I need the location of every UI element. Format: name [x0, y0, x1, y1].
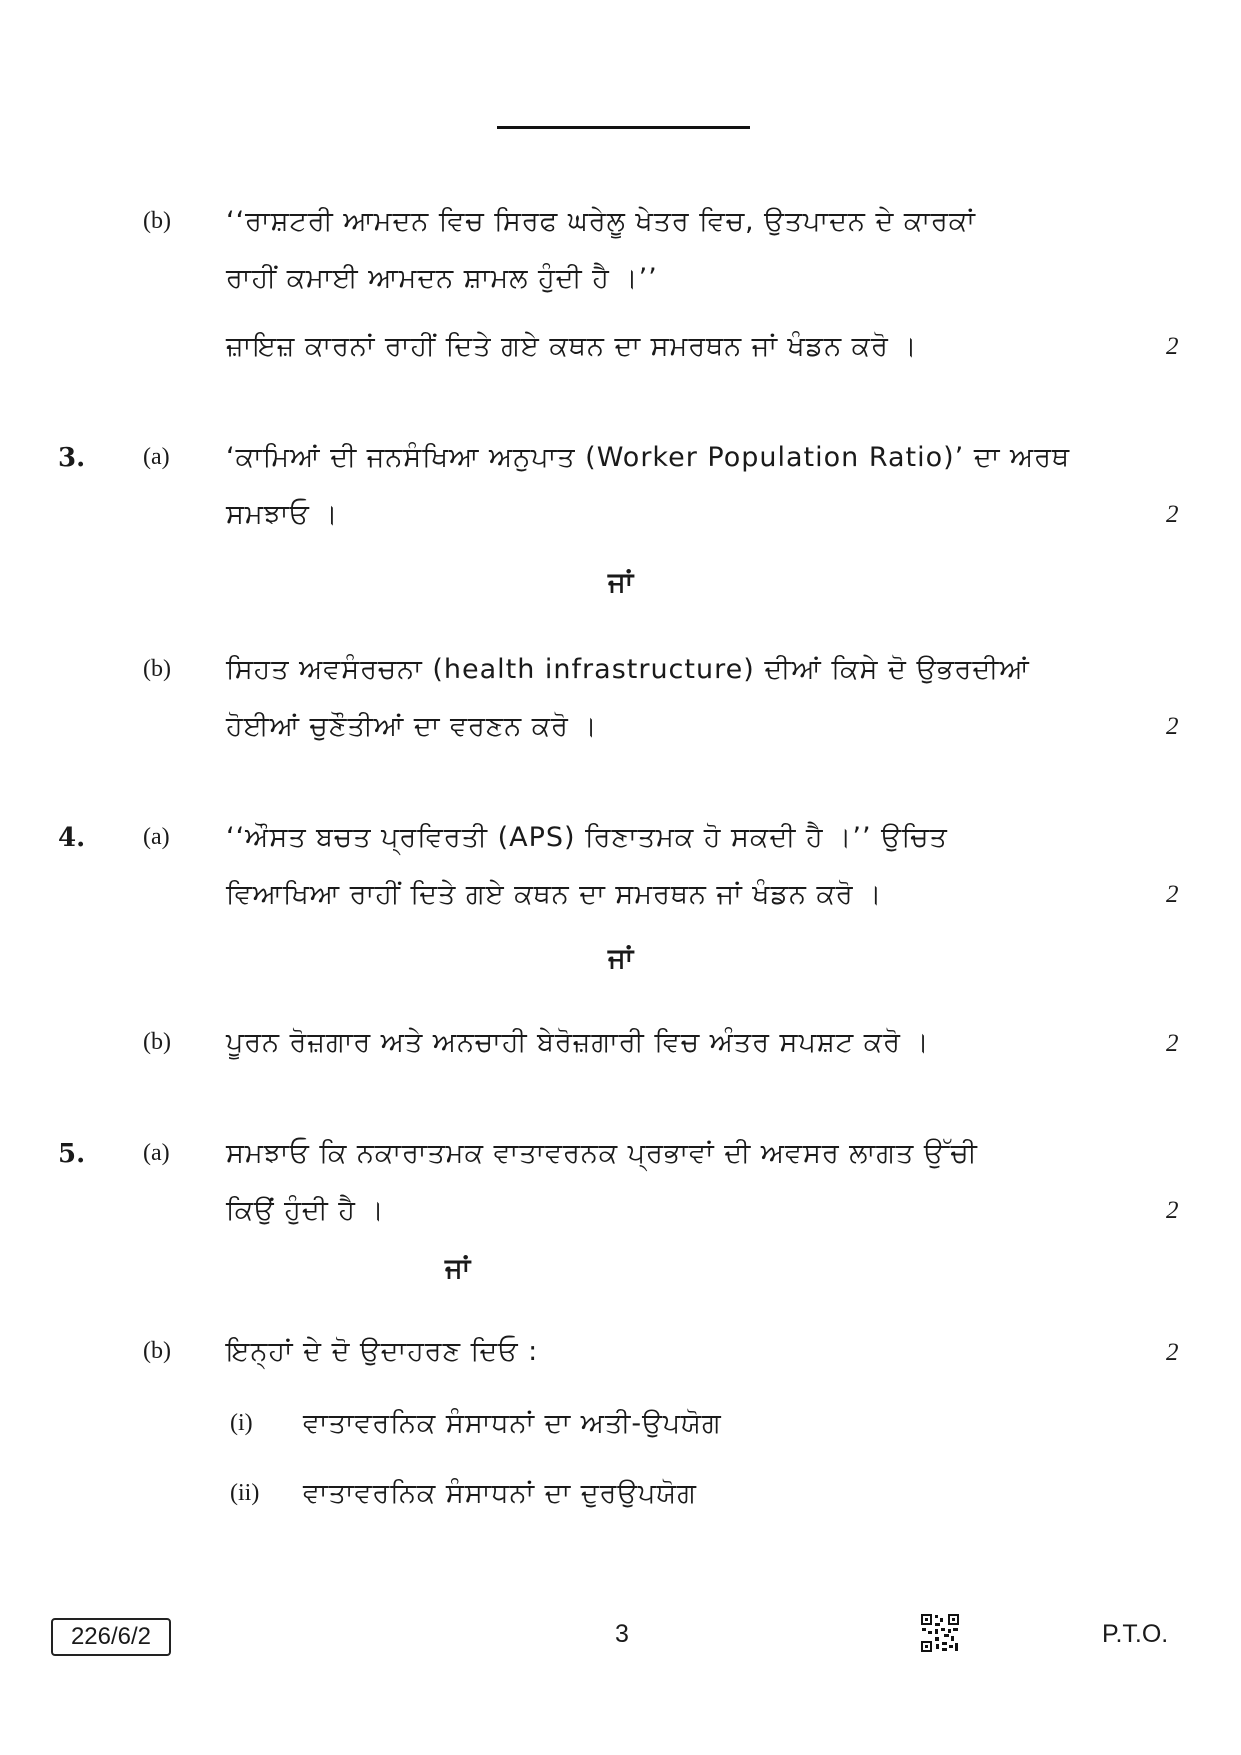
q4-number: 4.: [58, 823, 86, 853]
top-divider: [497, 126, 750, 129]
q5b-item-1-text: ਵਾਤਾਵਰਨਿਕ ਸੰਸਾਧਨਾਂ ਦਾ ਅਤੀ-ਉਪਯੋਗ: [303, 1408, 722, 1439]
qr-code-icon: [920, 1613, 960, 1653]
q4a-line-1: ‘‘ਔਸਤ ਬਚਤ ਪ੍ਰਵਿਰਤੀ (APS) ਰਿਣਾਤਮਕ ਹੋ ਸਕਦੀ ਹੈ ।’’ ਉਚਿਤ: [226, 822, 948, 853]
q2b-marks: 2: [1166, 333, 1179, 360]
q5a-line-2: ਕਿਉਂ ਹੁੰਦੀ ਹੈ ।: [226, 1195, 385, 1226]
q4b-line-1: ਪੂਰਨ ਰੋਜ਼ਗਾਰ ਅਤੇ ਅਨਚਾਹੀ ਬੇਰੋਜ਼ਗਾਰੀ ਵਿਚ ਅੰਤਰ ਸਪਸ਼ਟ ਕਰੋ ।: [226, 1027, 930, 1058]
q5b-item-2-text: ਵਾਤਾਵਰਨਿਕ ਸੰਸਾਧਨਾਂ ਦਾ ਦੁਰਉਪਯੋਗ: [303, 1478, 697, 1509]
q5b-item-2-number: (ii): [230, 1480, 260, 1506]
q3b-line-2: ਹੋਈਆਂ ਚੁਣੌਤੀਆਂ ਦਾ ਵਰਣਨ ਕਰੋ ।: [226, 711, 598, 742]
q2b-line-3: ਜ਼ਾਇਜ਼ ਕਾਰਨਾਂ ਰਾਹੀਂ ਦਿਤੇ ਗਏ ਕਥਨ ਦਾ ਸਮਰਥਨ ਜਾਂ ਖੰਡਨ ਕਰੋ ।: [226, 331, 918, 362]
q2b-line-2: ਰਾਹੀਂ ਕਮਾਈ ਆਮਦਨ ਸ਼ਾਮਲ ਹੁੰਦੀ ਹੈ ।’’: [226, 263, 658, 294]
q3a-line-2: ਸਮਝਾਓ ।: [226, 499, 339, 530]
q3b-part-label: (b): [143, 656, 171, 682]
q4a-marks: 2: [1166, 881, 1179, 908]
paper-code-box: 226/6/2: [51, 1618, 171, 1656]
q4b-part-label: (b): [143, 1029, 171, 1055]
q5a-line-1: ਸਮਝਾਓ ਕਿ ਨਕਾਰਾਤਮਕ ਵਾਤਾਵਰਨਕ ਪ੍ਰਭਾਵਾਂ ਦੀ ਅਵਸਰ ਲਾਗਤ ਉੱਚੀ: [226, 1138, 978, 1169]
q3a-part-label: (a): [143, 444, 170, 470]
q5b-marks: 2: [1166, 1339, 1179, 1366]
q5b-part-label: (b): [143, 1338, 171, 1364]
q2b-line-1: ‘‘ਰਾਸ਼ਟਰੀ ਆਮਦਨ ਵਿਚ ਸਿਰਫ ਘਰੇਲੂ ਖੇਤਰ ਵਿਚ, ਉਤਪਾਦਨ ਦੇ ਕਾਰਕਾਂ: [226, 206, 976, 237]
q5a-marks: 2: [1166, 1197, 1179, 1224]
please-turn-over: P.T.O.: [1102, 1620, 1169, 1648]
q4-or-label: ਜਾਂ: [608, 943, 634, 974]
q5b-line-1: ਇਨ੍ਹਾਂ ਦੇ ਦੋ ਉਦਾਹਰਣ ਦਿਓ :: [226, 1336, 539, 1367]
q4b-marks: 2: [1166, 1030, 1179, 1057]
q5b-item-1-number: (i): [230, 1410, 253, 1436]
q5a-part-label: (a): [143, 1140, 170, 1166]
page-number: 3: [615, 1620, 629, 1648]
q5-number: 5.: [58, 1139, 86, 1169]
q3b-line-1: ਸਿਹਤ ਅਵਸੰਰਚਨਾ (health infrastructure) ਦੀਆਂ ਕਿਸੇ ਦੋ ਉਭਰਦੀਆਂ: [226, 654, 1030, 685]
q3-number: 3.: [58, 443, 86, 473]
q5-or-label: ਜਾਂ: [445, 1253, 471, 1284]
q3a-marks: 2: [1166, 501, 1179, 528]
q3b-marks: 2: [1166, 713, 1179, 740]
q2b-part-label: (b): [143, 208, 171, 234]
q4a-line-2: ਵਿਆਖਿਆ ਰਾਹੀਂ ਦਿਤੇ ਗਏ ਕਥਨ ਦਾ ਸਮਰਥਨ ਜਾਂ ਖੰਡਨ ਕਰੋ ।: [226, 879, 883, 910]
q3-or-label: ਜਾਂ: [608, 567, 634, 598]
q3a-line-1: ‘ਕਾਮਿਆਂ ਦੀ ਜਨਸੰਖਿਆ ਅਨੁਪਾਤ (Worker Population Ratio)’ ਦਾ ਅਰਥ: [226, 442, 1071, 473]
q4a-part-label: (a): [143, 824, 170, 850]
